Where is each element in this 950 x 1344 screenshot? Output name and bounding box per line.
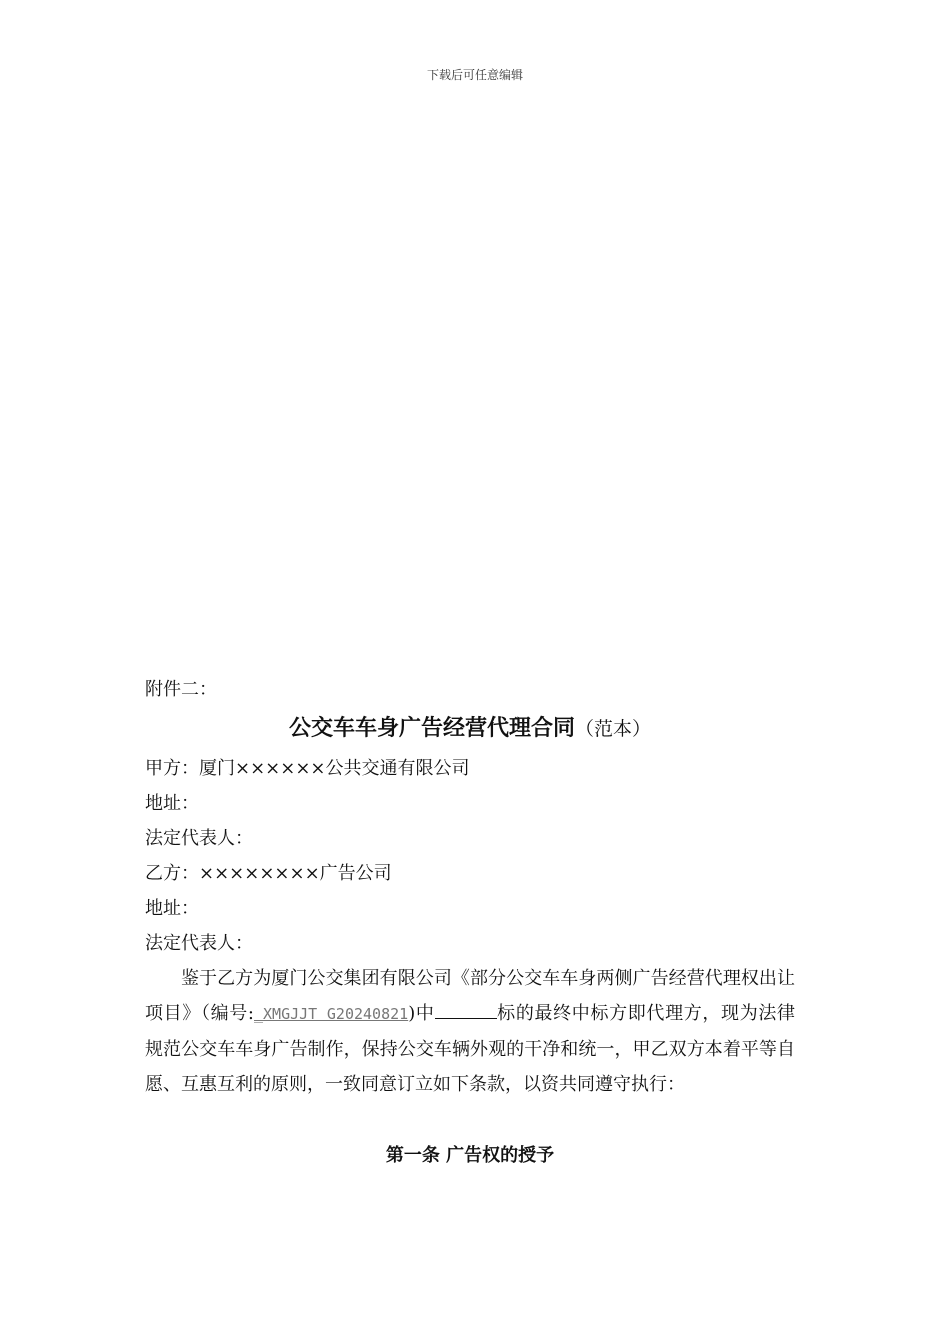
- party-a-legal-rep: 法定代表人：: [145, 828, 253, 849]
- attachment-label: 附件二：: [145, 679, 217, 700]
- lot-blank-field[interactable]: [435, 1004, 497, 1019]
- party-b-legal-rep: 法定代表人：: [145, 933, 253, 954]
- party-b-address: 地址：: [145, 898, 199, 919]
- preamble-text-3: 标的最终中标方即代理方，现为法律规范公交车车身广告制作，保持公交车辆外观的干净和统一，甲乙双方本着平等自愿、互惠互利的原则，一致同意订立如下条款，以资共同遵守执行：: [145, 1003, 795, 1095]
- document-body: [145, 672, 795, 1173]
- contract-title-main: 公交车车身广告经营代理合同: [288, 716, 575, 741]
- preamble-paragraph: [145, 961, 795, 1102]
- section-heading-1: 第一条 广告权的授予: [385, 1145, 555, 1166]
- project-code-field[interactable]: _XMGJJT G20240821: [254, 1005, 409, 1023]
- contract-title-suffix: （范本）: [575, 718, 652, 740]
- party-a-line: 甲方：厦门××××××公共交通有限公司: [145, 758, 470, 779]
- party-a-address: 地址：: [145, 793, 199, 814]
- party-b-line: 乙方：××××××××广告公司: [145, 863, 392, 884]
- header-note: 下载后可任意编辑: [426, 68, 523, 82]
- preamble-text-1: 鉴于乙方为厦门公交集团有限公司《部分公交车车身两侧广告经营代理权出让项目》（编号:: [145, 968, 795, 1024]
- contract-title: [145, 707, 795, 751]
- preamble-text-2: )中: [408, 1003, 435, 1024]
